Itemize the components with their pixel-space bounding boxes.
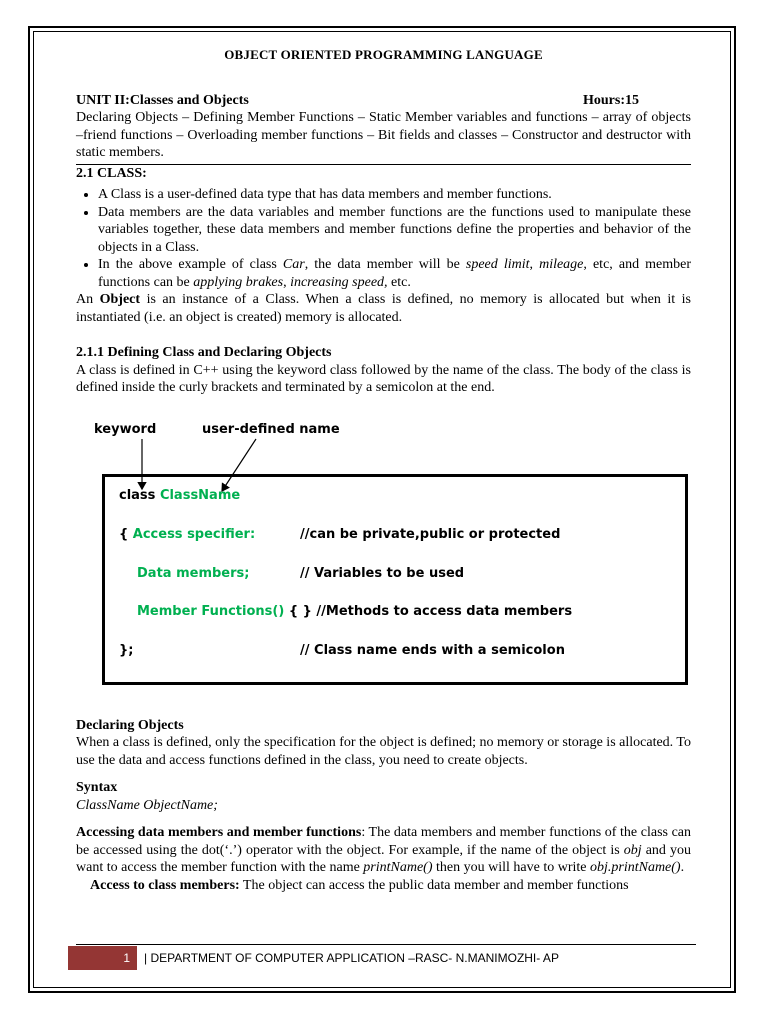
syntax-text: ClassName ObjectName;	[76, 797, 218, 813]
code-line-class: class ClassName	[119, 487, 241, 503]
page-title: OBJECT ORIENTED PROGRAMMING LANGUAGE	[224, 47, 543, 62]
code-comment-data: // Variables to be used	[300, 565, 465, 581]
code-line-close: };	[119, 642, 134, 658]
user-defined-label: user-defined name	[202, 421, 340, 437]
unit-hours: Hours:15	[583, 92, 639, 108]
code-comment-access: //can be private,public or protected	[300, 526, 561, 542]
access-class-text: Access to class members: The object can access the public data member and member functions	[90, 877, 629, 893]
page-content	[76, 46, 691, 894]
code-line-functions: Member Functions() { } //Methods to access data members	[137, 603, 573, 619]
keyword-label: keyword	[94, 421, 157, 437]
unit-heading-row	[76, 92, 691, 110]
class-heading: 2.1 CLASS:	[76, 165, 147, 181]
footer-text: | DEPARTMENT OF COMPUTER APPLICATION –RASC- N.MANIMOZHI- AP	[144, 951, 559, 965]
code-box	[102, 474, 688, 685]
accessing-text: Accessing data members and member functions: The data members and member functions of the class can be accessed using the dot(‘.’) operator with the object. For example, if the name of the object is obj and you want to access the member function with the name printName() then you will have to write obj.printName().	[76, 825, 691, 875]
unit-heading: UNIT II:Classes and Objects	[76, 92, 249, 108]
page-number: 1	[68, 946, 137, 970]
unit-syllabus: Declaring Objects – Defining Member Functions – Static Member variables and functions – array of objects –friend functions – Overloading member functions – Bit fields and classes – Constructor and destructor with static members.	[76, 110, 691, 160]
defining-text: A class is defined in C++ using the keyword class followed by the name of the class. The body of the class is defined inside the curly brackets and terminated by a semicolon at the end.	[76, 362, 691, 395]
code-comment-close: // Class name ends with a semicolon	[300, 642, 565, 658]
page-footer	[68, 946, 696, 970]
declaring-heading: Declaring Objects	[76, 717, 184, 733]
syntax-heading: Syntax	[76, 780, 118, 795]
list-item: • In the above example of class Car, the data member will be speed limit, mileage, etc, and member functions can be applying brakes, increasing speed, etc.	[98, 256, 691, 291]
code-line-data: Data members;	[137, 565, 250, 581]
defining-heading: 2.1.1 Defining Class and Declaring Objects	[76, 345, 332, 360]
list-item: • Data members are the data variables and member functions are the functions used to manipulate these variables together, these data members and member functions define the properties and behavior of the objects in a Class.	[98, 204, 691, 257]
object-definition: An Object is an instance of a Class. When a class is defined, no memory is allocated but when it is instantiated (i.e. an object is created) memory is allocated.	[76, 292, 691, 325]
footer-rule	[76, 944, 696, 945]
class-syntax-diagram	[76, 407, 691, 707]
code-line-access: { Access specifier:	[119, 526, 256, 542]
list-item: • A Class is a user-defined data type that has data members and member functions.	[98, 186, 691, 204]
class-bullet-list	[76, 186, 691, 291]
declaring-text: When a class is defined, only the specification for the object is defined; no memory or storage is allocated. To use the data and access functions defined in the class, you need to create objects.	[76, 735, 691, 768]
